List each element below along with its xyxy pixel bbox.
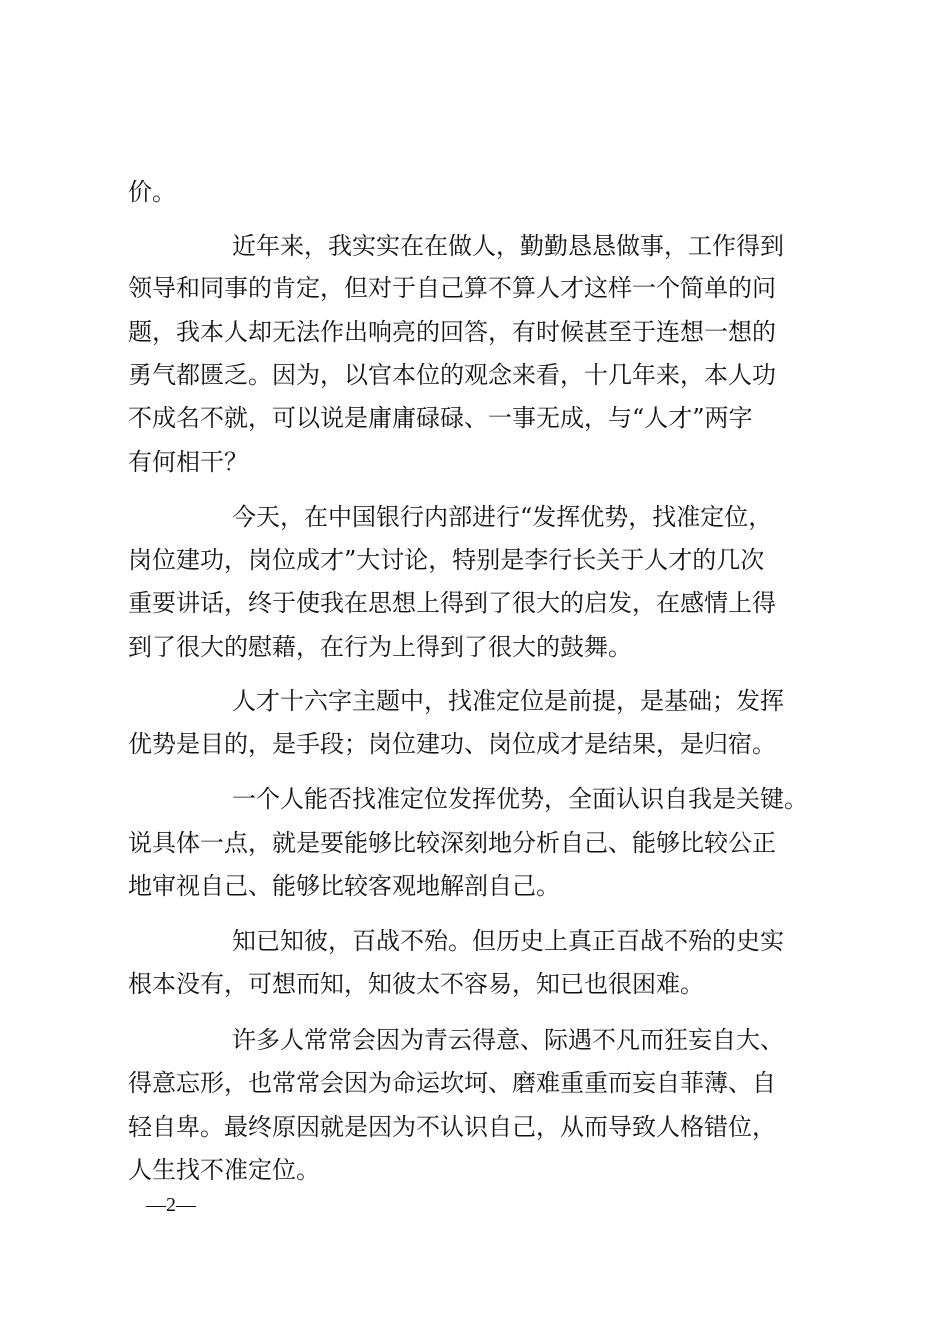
text-line: 岗位建功，岗位成才”大讨论，特别是李行长关于人才的几次 (128, 546, 765, 574)
text-line: 得意忘形，也常常会因为命运坎坷、磨难重重而妄自菲薄、自 (128, 1069, 776, 1097)
paragraph-start-line: 人才十六字主题中，找准定位是前提，是基础；发挥 (232, 687, 784, 715)
paragraph-start-line: 一个人能否找准定位发挥优势，全面认识自我是关键。 (232, 785, 808, 813)
text-line: 说具体一点，就是要能够比较深刻地分析自己、能够比较公正 (128, 829, 776, 857)
text-line: 重要讲话，终于使我在思想上得到了很大的启发，在感情上得 (128, 589, 776, 617)
text-line: 地审视自己、能够比较客观地解剖自己。 (128, 872, 560, 900)
text-line: 轻自卑。最终原因就是因为不认识自己，从而导致人格错位， (128, 1113, 776, 1141)
text-line: 人生找不准定位。 (128, 1156, 320, 1184)
text-line: 题，我本人却无法作出响亮的回答，有时候甚至于连想一想的 (128, 318, 776, 346)
paragraph-start-line: 近年来，我实实在在做人，勤勤恳恳做事，工作得到 (232, 232, 784, 260)
text-line: 不成名不就，可以说是庸庸碌碌、一事无成，与“人才”两字 (128, 404, 753, 432)
text-line: 有何相干？ (128, 448, 248, 476)
text-line: 优势是目的，是手段；岗位建功、岗位成才是结果，是归宿。 (128, 730, 776, 758)
page-number: —2— (146, 1194, 196, 1216)
text-line: 到了很大的慰藉，在行为上得到了很大的鼓舞。 (128, 633, 632, 661)
paragraph-start-line: 今天，在中国银行内部进行“发挥优势，找准定位， (232, 503, 773, 531)
paragraph-start-line: 许多人常常会因为青云得意、际遇不凡而狂妄自大、 (232, 1026, 784, 1054)
text-line: 勇气都匮乏。因为，以官本位的观念来看，十几年来，本人功 (128, 361, 776, 389)
text-line: 价。 (128, 178, 176, 206)
text-line: 根本没有，可想而知，知彼太不容易，知已也很困难。 (128, 970, 704, 998)
paragraph-start-line: 知已知彼，百战不殆。但历史上真正百战不殆的史实 (232, 927, 784, 955)
text-line: 领导和同事的肯定，但对于自己算不算人才这样一个简单的问 (128, 274, 776, 302)
